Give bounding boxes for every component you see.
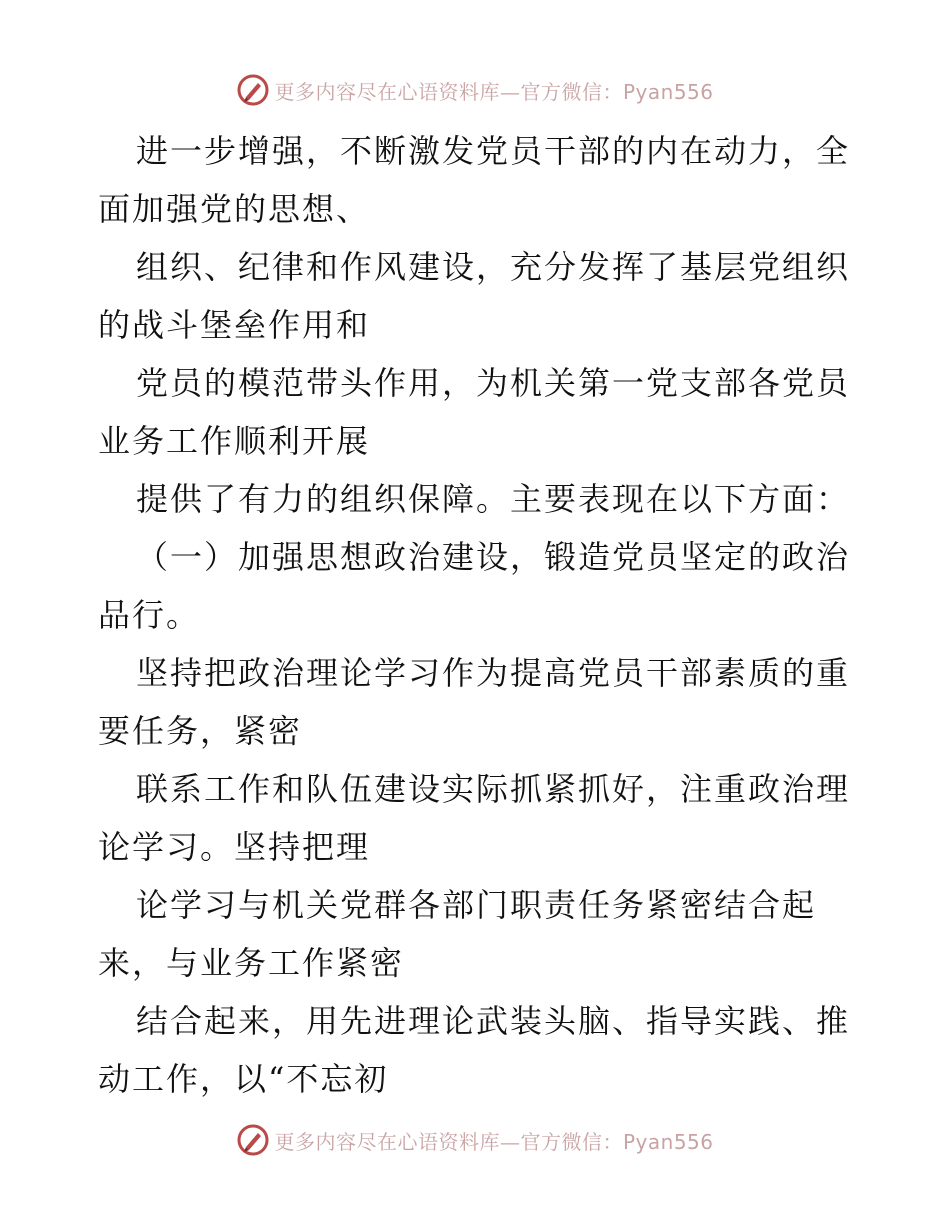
paragraph: 论学习与机关党群各部门职责任务紧密结合起 来，与业务工作紧密	[98, 886, 817, 982]
paragraph: 党员的模范带头作用，为机关第一党支部各党员 业务工作顺利开展	[98, 364, 851, 460]
paragraph: （一）加强思想政治建设，锻造党员坚定的政治 品行。	[98, 538, 851, 634]
header-watermark	[0, 70, 950, 110]
paragraph: 结合起来，用先进理论武装头脑、指导实践、推 动工作，以“不忘初	[98, 1002, 851, 1098]
watermark-wechat-id: Pyan556	[622, 1129, 714, 1154]
watermark-text: 更多内容尽在心语资料库—官方微信：	[274, 1129, 623, 1154]
paragraph: 联系工作和队伍建设实际抓紧抓好，注重政治理 论学习。坚持把理	[98, 770, 851, 866]
document-body	[98, 122, 868, 1108]
paragraph: 提供了有力的组织保障。主要表现在以下方面：	[136, 480, 851, 518]
watermark-text: 更多内容尽在心语资料库—官方微信：	[274, 79, 623, 104]
paragraph: 坚持把政治理论学习作为提高党员干部素质的重 要任务，紧密	[98, 654, 851, 750]
footer-watermark	[0, 1120, 950, 1160]
pen-logo-icon	[236, 1123, 270, 1157]
paragraph: 进一步增强，不断激发党员干部的内在动力，全 面加强党的思想、	[98, 132, 851, 228]
paragraph: 组织、纪律和作风建设，充分发挥了基层党组织 的战斗堡垒作用和	[98, 248, 851, 344]
pen-logo-icon	[236, 73, 270, 107]
watermark-wechat-id: Pyan556	[622, 79, 714, 104]
